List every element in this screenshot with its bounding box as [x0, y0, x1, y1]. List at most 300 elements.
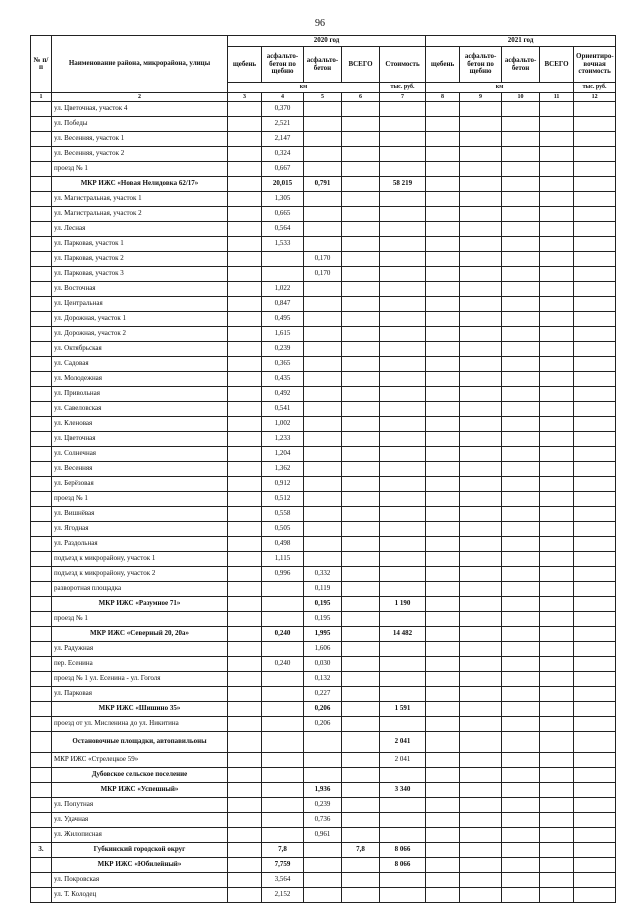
table-row [31, 672, 616, 687]
cell-asphalt-on-gravel-2020: 0,667 [262, 162, 304, 177]
cell-asphalt-on-gravel-2021 [460, 798, 502, 813]
table-row [31, 402, 616, 417]
cell-total-2020 [342, 357, 380, 372]
cell-asphalt-2021 [502, 813, 540, 828]
table-row [31, 477, 616, 492]
cell-gravel-2020 [228, 162, 262, 177]
cell-cost-2021 [574, 717, 616, 732]
cell-total-2020 [342, 627, 380, 642]
row-name: ул. Парковая, участок 1 [52, 237, 228, 252]
cell-asphalt-on-gravel-2021 [460, 843, 502, 858]
cell-asphalt-2020 [304, 237, 342, 252]
cell-cost-2021 [574, 327, 616, 342]
cell-total-2021 [540, 477, 574, 492]
row-name: проезд от ул. Мисленина до ул. Никитина [52, 717, 228, 732]
cell-gravel-2021 [426, 732, 460, 753]
cell-asphalt-on-gravel-2020 [262, 768, 304, 783]
cell-cost-2021 [574, 102, 616, 117]
cell-asphalt-on-gravel-2021 [460, 642, 502, 657]
cell-asphalt-on-gravel-2020: 0,912 [262, 477, 304, 492]
cell-gravel-2020 [228, 813, 262, 828]
table-row [31, 717, 616, 732]
cell-cost-2021 [574, 627, 616, 642]
cell-asphalt-2020 [304, 162, 342, 177]
cell-total-2020 [342, 702, 380, 717]
cell-cost-2021 [574, 447, 616, 462]
cell-asphalt-2021 [502, 597, 540, 612]
cell-total-2021 [540, 828, 574, 843]
table-row [31, 702, 616, 717]
cell-asphalt-on-gravel-2021 [460, 873, 502, 888]
cell-gravel-2021 [426, 702, 460, 717]
cell-cost-2021 [574, 753, 616, 768]
cell-total-2021 [540, 702, 574, 717]
cell-total-2021 [540, 597, 574, 612]
col-number: 7 [380, 93, 426, 102]
cell-cost-2021 [574, 402, 616, 417]
cell-asphalt-2020 [304, 222, 342, 237]
cell-cost-2020 [380, 312, 426, 327]
cell-asphalt-2021 [502, 207, 540, 222]
cell-asphalt-on-gravel-2020: 20,015 [262, 177, 304, 192]
row-number [31, 477, 52, 492]
col-number: 8 [426, 93, 460, 102]
cell-asphalt-on-gravel-2021 [460, 312, 502, 327]
cell-cost-2021 [574, 132, 616, 147]
row-number [31, 798, 52, 813]
cell-asphalt-2020: 0,132 [304, 672, 342, 687]
cell-asphalt-on-gravel-2020: 1,233 [262, 432, 304, 447]
cell-asphalt-on-gravel-2020: 7,759 [262, 858, 304, 873]
cell-total-2021 [540, 657, 574, 672]
cell-asphalt-2021 [502, 582, 540, 597]
header-sub: Стоимость [380, 47, 426, 83]
row-name: Дубовское сельское поселение [52, 768, 228, 783]
cell-total-2021 [540, 783, 574, 798]
row-name: ул. Садовая [52, 357, 228, 372]
row-number [31, 387, 52, 402]
cell-total-2021 [540, 537, 574, 552]
cell-gravel-2020 [228, 858, 262, 873]
cell-asphalt-2020: 0,195 [304, 612, 342, 627]
col-number: 12 [574, 93, 616, 102]
cell-cost-2020: 2 041 [380, 753, 426, 768]
cell-cost-2021 [574, 672, 616, 687]
cell-gravel-2021 [426, 567, 460, 582]
cell-gravel-2021 [426, 462, 460, 477]
cell-asphalt-2021 [502, 357, 540, 372]
table-row [31, 102, 616, 117]
cell-total-2020 [342, 597, 380, 612]
cell-total-2021 [540, 222, 574, 237]
cell-asphalt-2021 [502, 732, 540, 753]
cell-asphalt-2021 [502, 177, 540, 192]
row-number [31, 192, 52, 207]
cell-asphalt-2021 [502, 717, 540, 732]
cell-gravel-2020 [228, 132, 262, 147]
cell-total-2021 [540, 252, 574, 267]
row-name: проезд № 1 [52, 492, 228, 507]
cell-asphalt-on-gravel-2021 [460, 522, 502, 537]
cell-asphalt-on-gravel-2020: 0,239 [262, 342, 304, 357]
row-number [31, 207, 52, 222]
cell-cost-2020 [380, 417, 426, 432]
table-row [31, 828, 616, 843]
table-row [31, 342, 616, 357]
row-name: ул. Солнечная [52, 447, 228, 462]
cell-gravel-2021 [426, 312, 460, 327]
cell-asphalt-2020 [304, 858, 342, 873]
cell-cost-2021 [574, 462, 616, 477]
cell-total-2021 [540, 282, 574, 297]
cell-total-2021 [540, 507, 574, 522]
cell-asphalt-on-gravel-2020: 0,996 [262, 567, 304, 582]
cell-cost-2020: 8 066 [380, 843, 426, 858]
row-number [31, 252, 52, 267]
cell-cost-2021 [574, 888, 616, 903]
cell-asphalt-2021 [502, 447, 540, 462]
cell-cost-2021 [574, 642, 616, 657]
cell-asphalt-on-gravel-2020: 0,505 [262, 522, 304, 537]
cell-asphalt-2020 [304, 147, 342, 162]
row-number [31, 102, 52, 117]
cell-gravel-2021 [426, 162, 460, 177]
cell-gravel-2021 [426, 327, 460, 342]
cell-asphalt-2020 [304, 432, 342, 447]
cell-asphalt-2021 [502, 237, 540, 252]
unit-km-2020: км [228, 83, 380, 93]
cell-asphalt-on-gravel-2021 [460, 282, 502, 297]
table-row [31, 798, 616, 813]
row-name: ул. Центральная [52, 297, 228, 312]
cell-asphalt-on-gravel-2021 [460, 327, 502, 342]
cell-gravel-2020 [228, 507, 262, 522]
cell-asphalt-2020 [304, 297, 342, 312]
cell-gravel-2020 [228, 237, 262, 252]
cell-asphalt-on-gravel-2020: 0,495 [262, 312, 304, 327]
row-number [31, 402, 52, 417]
header-sub: щебень [228, 47, 262, 83]
cell-gravel-2021 [426, 117, 460, 132]
cell-gravel-2020 [228, 828, 262, 843]
cell-asphalt-on-gravel-2020: 1,533 [262, 237, 304, 252]
cell-gravel-2021 [426, 342, 460, 357]
cell-cost-2021 [574, 492, 616, 507]
cell-asphalt-on-gravel-2020 [262, 813, 304, 828]
cell-asphalt-on-gravel-2020: 0,365 [262, 357, 304, 372]
cell-total-2021 [540, 522, 574, 537]
cell-gravel-2020 [228, 312, 262, 327]
cell-asphalt-on-gravel-2020 [262, 642, 304, 657]
row-number [31, 672, 52, 687]
row-number [31, 687, 52, 702]
cell-cost-2021 [574, 858, 616, 873]
row-name: проезд № 1 [52, 612, 228, 627]
cell-cost-2021 [574, 657, 616, 672]
cell-asphalt-on-gravel-2021 [460, 432, 502, 447]
cell-total-2020 [342, 873, 380, 888]
cell-asphalt-on-gravel-2020: 1,022 [262, 282, 304, 297]
cell-total-2020: 7,8 [342, 843, 380, 858]
col-number: 9 [460, 93, 502, 102]
cell-cost-2020 [380, 567, 426, 582]
cell-total-2020 [342, 567, 380, 582]
table-row [31, 117, 616, 132]
cell-total-2021 [540, 462, 574, 477]
cell-asphalt-on-gravel-2021 [460, 192, 502, 207]
cell-asphalt-2021 [502, 312, 540, 327]
cell-cost-2020: 2 041 [380, 732, 426, 753]
row-number [31, 657, 52, 672]
cell-cost-2020 [380, 357, 426, 372]
cell-gravel-2021 [426, 357, 460, 372]
cell-total-2021 [540, 687, 574, 702]
cell-asphalt-2020: 0,170 [304, 267, 342, 282]
cell-cost-2020 [380, 717, 426, 732]
cell-total-2021 [540, 357, 574, 372]
cell-total-2021 [540, 237, 574, 252]
cell-asphalt-2020: 0,030 [304, 657, 342, 672]
cell-asphalt-on-gravel-2021 [460, 237, 502, 252]
row-name: МКР ИЖС «Шишино 35» [52, 702, 228, 717]
cell-total-2020 [342, 312, 380, 327]
table-row [31, 327, 616, 342]
cell-cost-2021 [574, 813, 616, 828]
cell-total-2020 [342, 522, 380, 537]
cell-total-2020 [342, 402, 380, 417]
cell-asphalt-2020 [304, 843, 342, 858]
row-name: ул. Кленовая [52, 417, 228, 432]
col-number: 6 [342, 93, 380, 102]
cell-gravel-2020 [228, 252, 262, 267]
cell-asphalt-2020: 0,206 [304, 702, 342, 717]
cell-asphalt-on-gravel-2021 [460, 783, 502, 798]
cell-asphalt-on-gravel-2021 [460, 147, 502, 162]
cell-cost-2021 [574, 342, 616, 357]
row-name: ул. Лесная [52, 222, 228, 237]
cell-total-2021 [540, 102, 574, 117]
cell-total-2020 [342, 477, 380, 492]
row-name: МКР ИЖС «Стрелецкое 59» [52, 753, 228, 768]
row-name: подъезд к микрорайону, участок 1 [52, 552, 228, 567]
table-row [31, 132, 616, 147]
cell-asphalt-on-gravel-2021 [460, 417, 502, 432]
cell-total-2020 [342, 432, 380, 447]
row-name: ул. Парковая, участок 3 [52, 267, 228, 282]
cell-asphalt-2021 [502, 783, 540, 798]
table-row [31, 252, 616, 267]
row-name: ул. Весенняя [52, 462, 228, 477]
cell-total-2020 [342, 417, 380, 432]
cell-cost-2020: 58 219 [380, 177, 426, 192]
cell-asphalt-2021 [502, 687, 540, 702]
cell-asphalt-on-gravel-2021 [460, 162, 502, 177]
cell-total-2021 [540, 612, 574, 627]
cell-gravel-2020 [228, 843, 262, 858]
cell-cost-2020 [380, 252, 426, 267]
row-name: ул. Жилописная [52, 828, 228, 843]
header-sub: асфальто-бетон по щебню [262, 47, 304, 83]
cell-asphalt-2021 [502, 342, 540, 357]
table-row [31, 417, 616, 432]
cell-gravel-2020 [228, 357, 262, 372]
cell-asphalt-2020 [304, 492, 342, 507]
cell-total-2021 [540, 177, 574, 192]
cell-asphalt-2020: 0,119 [304, 582, 342, 597]
cell-gravel-2020 [228, 702, 262, 717]
cell-gravel-2021 [426, 858, 460, 873]
row-number [31, 858, 52, 873]
table-row [31, 312, 616, 327]
cell-cost-2020 [380, 372, 426, 387]
row-name: МКР ИЖС «Разумное 71» [52, 597, 228, 612]
cell-total-2021 [540, 732, 574, 753]
cell-asphalt-2020: 1,995 [304, 627, 342, 642]
cell-total-2021 [540, 417, 574, 432]
cell-gravel-2020 [228, 552, 262, 567]
cell-total-2020 [342, 117, 380, 132]
cell-asphalt-2021 [502, 372, 540, 387]
cell-total-2020 [342, 783, 380, 798]
cell-cost-2021 [574, 417, 616, 432]
cell-asphalt-2020 [304, 888, 342, 903]
cell-asphalt-on-gravel-2021 [460, 858, 502, 873]
cell-asphalt-on-gravel-2021 [460, 597, 502, 612]
cell-total-2021 [540, 492, 574, 507]
cell-total-2020 [342, 342, 380, 357]
cell-cost-2020 [380, 888, 426, 903]
cell-asphalt-on-gravel-2020: 0,541 [262, 402, 304, 417]
row-number [31, 237, 52, 252]
cell-total-2021 [540, 117, 574, 132]
table-row [31, 552, 616, 567]
cell-total-2021 [540, 372, 574, 387]
cell-asphalt-on-gravel-2020 [262, 582, 304, 597]
cell-total-2021 [540, 672, 574, 687]
table-row [31, 447, 616, 462]
cell-cost-2021 [574, 768, 616, 783]
cell-asphalt-2021 [502, 462, 540, 477]
cell-gravel-2020 [228, 798, 262, 813]
cell-gravel-2021 [426, 387, 460, 402]
cell-asphalt-2020: 1,606 [304, 642, 342, 657]
cell-total-2021 [540, 162, 574, 177]
cell-gravel-2021 [426, 432, 460, 447]
cell-cost-2020 [380, 102, 426, 117]
cell-total-2020 [342, 537, 380, 552]
row-name: ул. Ягодная [52, 522, 228, 537]
cell-asphalt-2021 [502, 612, 540, 627]
cell-total-2020 [342, 858, 380, 873]
cell-cost-2021 [574, 237, 616, 252]
cell-gravel-2020 [228, 888, 262, 903]
table-row [31, 162, 616, 177]
table-row [31, 282, 616, 297]
cell-cost-2021 [574, 117, 616, 132]
cell-cost-2021 [574, 522, 616, 537]
cell-asphalt-2020: 0,736 [304, 813, 342, 828]
cell-gravel-2021 [426, 597, 460, 612]
cell-gravel-2020 [228, 102, 262, 117]
cell-gravel-2021 [426, 252, 460, 267]
cell-asphalt-on-gravel-2020 [262, 597, 304, 612]
cell-cost-2020 [380, 642, 426, 657]
cell-asphalt-on-gravel-2020 [262, 687, 304, 702]
cell-gravel-2020 [228, 267, 262, 282]
cell-asphalt-2021 [502, 642, 540, 657]
col-number: 4 [262, 93, 304, 102]
row-number [31, 417, 52, 432]
cell-cost-2021 [574, 567, 616, 582]
row-name: ул. Савеловская [52, 402, 228, 417]
cell-total-2020 [342, 828, 380, 843]
cell-asphalt-2020 [304, 447, 342, 462]
cell-asphalt-on-gravel-2020: 0,558 [262, 507, 304, 522]
page-number: 96 [315, 18, 325, 29]
table-row [31, 297, 616, 312]
cell-gravel-2021 [426, 177, 460, 192]
table-row [31, 888, 616, 903]
cell-asphalt-2021 [502, 162, 540, 177]
cell-asphalt-2021 [502, 828, 540, 843]
cell-cost-2021 [574, 222, 616, 237]
cell-asphalt-2020 [304, 312, 342, 327]
header-sub: асфальто-бетон [304, 47, 342, 83]
cell-asphalt-2021 [502, 417, 540, 432]
cell-gravel-2021 [426, 672, 460, 687]
cell-gravel-2021 [426, 237, 460, 252]
cell-gravel-2021 [426, 783, 460, 798]
cell-gravel-2020 [228, 492, 262, 507]
row-name: разворотная площадка [52, 582, 228, 597]
row-number [31, 717, 52, 732]
cell-gravel-2020 [228, 177, 262, 192]
row-number [31, 282, 52, 297]
cell-asphalt-on-gravel-2020 [262, 753, 304, 768]
cell-cost-2021 [574, 552, 616, 567]
cell-asphalt-on-gravel-2020 [262, 252, 304, 267]
cell-gravel-2020 [228, 732, 262, 753]
row-name: МКР ИЖС «Успешный» [52, 783, 228, 798]
cell-asphalt-2021 [502, 492, 540, 507]
cell-asphalt-2021 [502, 477, 540, 492]
table-row [31, 192, 616, 207]
cell-gravel-2020 [228, 627, 262, 642]
cell-total-2020 [342, 372, 380, 387]
table-row [31, 522, 616, 537]
cell-asphalt-2021 [502, 567, 540, 582]
cell-cost-2020 [380, 267, 426, 282]
cell-cost-2020 [380, 582, 426, 597]
row-number [31, 522, 52, 537]
row-name: Губкинский городской округ [52, 843, 228, 858]
cell-gravel-2021 [426, 267, 460, 282]
cell-total-2021 [540, 627, 574, 642]
cell-gravel-2021 [426, 612, 460, 627]
cell-total-2020 [342, 717, 380, 732]
cell-gravel-2020 [228, 147, 262, 162]
row-name: ул. Попутная [52, 798, 228, 813]
row-number [31, 627, 52, 642]
cell-asphalt-on-gravel-2021 [460, 267, 502, 282]
cell-cost-2021 [574, 372, 616, 387]
cell-cost-2020 [380, 447, 426, 462]
cell-asphalt-on-gravel-2021 [460, 477, 502, 492]
row-number [31, 312, 52, 327]
cell-cost-2021 [574, 207, 616, 222]
cell-gravel-2020 [228, 537, 262, 552]
cell-total-2021 [540, 798, 574, 813]
